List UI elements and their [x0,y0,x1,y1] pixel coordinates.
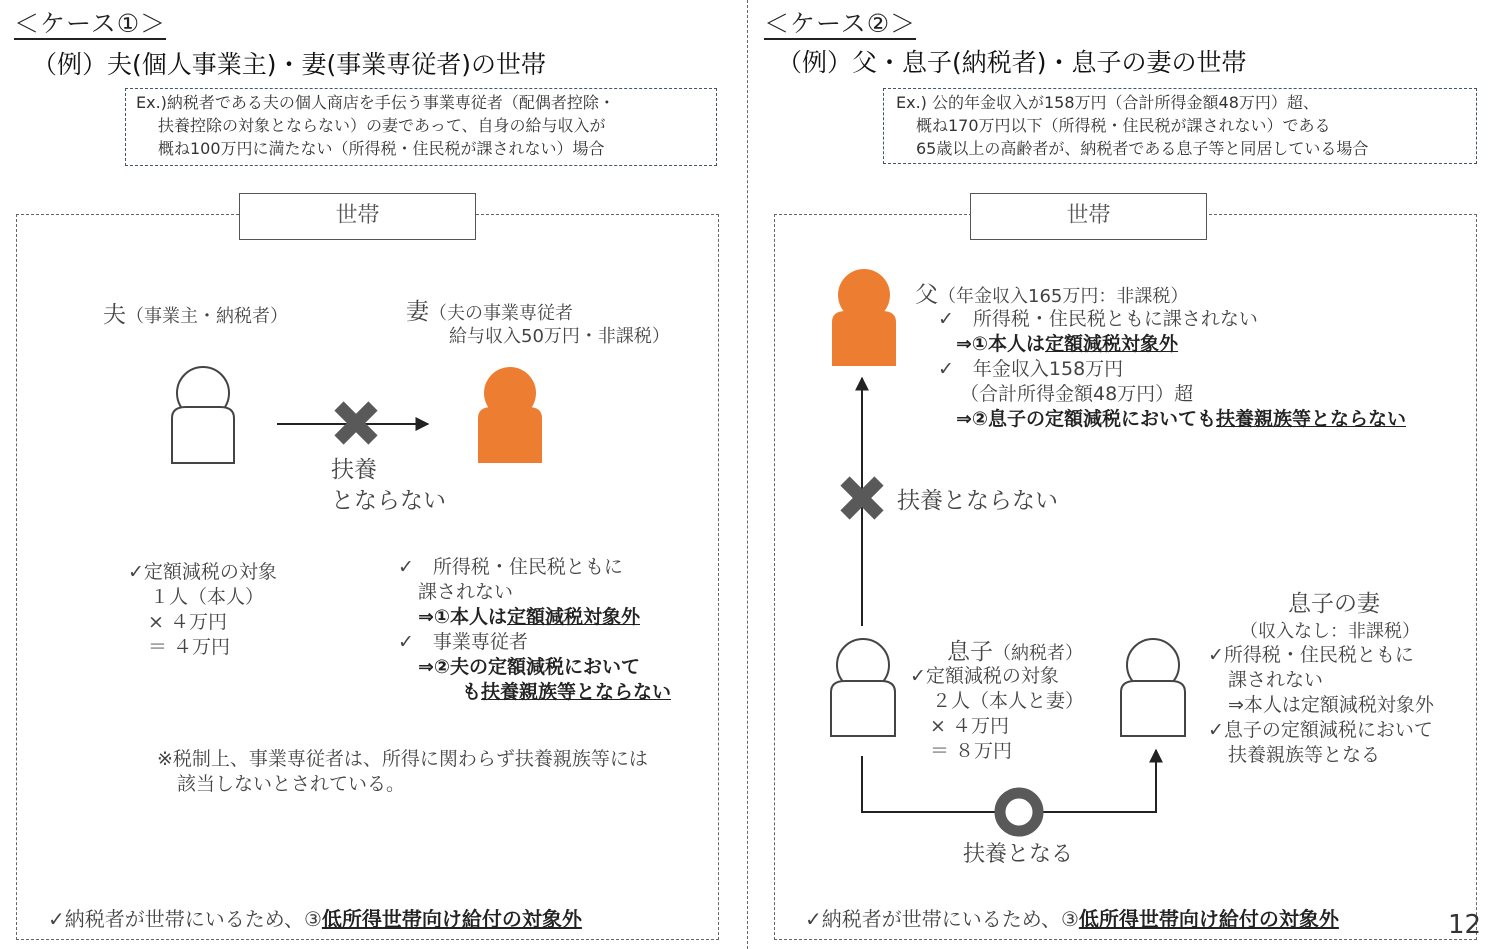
vertical-no-dependent-label: 扶養とならない [897,488,1058,514]
case2-title: ＜ケース②＞ [764,9,917,38]
bottom-prefix: ✓納税者が世帯にいるため、③ [805,907,1079,931]
footnote-line: 該当しないとされている。 [177,773,406,795]
note-line: 扶養親族等となる [1228,744,1381,766]
calc-line: ✓定額減税の対象 [910,665,1059,687]
note-line: ⇒本人は定額減税対象外 [1228,694,1434,716]
husband-name: 夫 [103,302,126,328]
bottom-underlined: 低所得世帯向け給付の対象外 [321,907,582,931]
son-wife-person-icon [1121,639,1185,736]
result-underlined: 扶養親族等とならない [481,681,672,703]
calc-line: ＝ ４万円 [148,636,231,658]
wife-detail-1: （夫の事業専従者 [429,303,573,324]
wife-detail-2: 給与収入50万円・非課税） [449,326,670,347]
result-prefix: ⇒②息子の定額減税においても [956,408,1217,430]
result-prefix: も [462,681,482,703]
father-check1: ✓ 所得税・住民税ともに課されない [938,308,1258,330]
case1-household-label: 世帯 [239,193,476,240]
case2-example-line: Ex.) 公的年金収入が158万円（合計所得金額48万円）超、 [896,93,1319,112]
wife-result2: ⇒②夫の定額減税において [418,656,641,678]
case1-example-line: 概ね100万円に満たない（所得税・住民税が課されない）場合 [158,139,605,158]
case1-example-line: Ex.)納税者である夫の個人商店を手伝う事業専従者（配偶者控除・ [136,93,615,112]
note-line: ✓所得税・住民税ともに [1208,644,1414,666]
no-dependent-label-1: 扶養 [331,457,377,483]
no-dependent-label-2: とならない [331,488,446,514]
calc-line: × ４万円 [930,715,1009,737]
case1-subtitle: （例）夫(個人事業主)・妻(事業専従者)の世帯 [32,50,547,79]
case2-subtitle: （例）父・息子(納税者)・息子の妻の世帯 [777,48,1247,77]
son-name: 息子 [947,639,993,665]
calc-line: ２人（本人と妻） [932,690,1085,712]
husband-detail: （事業主・納税者） [126,306,288,327]
son-detail: （納税者） [993,643,1083,664]
father-check2: ✓ 年金収入158万円 [938,358,1124,380]
wife-check2: ✓ 事業専従者 [398,631,528,653]
page-number: 12 [1448,910,1482,940]
footnote-line: ※税制上、事業専従者は、所得に関わらず扶養親族等には [157,748,648,770]
wife-check1: ✓ 所得税・住民税ともに [398,556,623,578]
son-wife-name: 息子の妻 [1288,591,1380,617]
note-line: 課されない [1228,669,1324,691]
case2-household-label: 世帯 [970,193,1207,240]
wife-name: 妻 [406,299,429,325]
son-person-icon [831,639,895,736]
father-detail: （年金収入165万円：非課税） [938,286,1189,307]
father-person-icon [832,269,896,366]
wife-person-icon [478,367,542,463]
calc-line: ＝ ８万円 [930,740,1013,762]
husband-person-icon [172,367,234,463]
bottom-prefix: ✓納税者が世帯にいるため、③ [48,907,322,931]
bottom-underlined: 低所得世帯向け給付の対象外 [1078,907,1339,931]
calc-line: １人（本人） [150,586,265,608]
son-wife-detail: （収入なし：非課税） [1240,621,1420,642]
calc-line: × ４万円 [148,611,227,633]
father-check2-line2: （合計所得金額48万円）超 [960,383,1194,405]
result-prefix: ⇒①本人は [956,333,1046,355]
result-underlined: 定額減税対象外 [507,606,641,628]
case2-example-line: 65歳以上の高齢者が、納税者である息子等と同居している場合 [916,139,1369,158]
note-line: ✓息子の定額減税において [1208,719,1433,741]
result-underlined: 扶養親族等とならない [1216,408,1407,430]
case1-example-line: 扶養控除の対象とならない）の妻であって、自身の給与収入が [158,116,606,135]
case2-example-line: 概ね170万円以下（所得税・住民税が課されない）である [916,116,1331,135]
father-name: 父 [915,282,938,308]
case1-title: ＜ケース①＞ [14,9,167,38]
dependent-label: 扶養となる [963,842,1074,867]
wife-check1-line2: 課されない [418,581,514,603]
calc-line: ✓定額減税の対象 [128,561,277,583]
result-underlined: 定額減税対象外 [1045,333,1179,355]
circle-mark-icon [1000,793,1038,831]
result-prefix: ⇒①本人は [418,606,508,628]
